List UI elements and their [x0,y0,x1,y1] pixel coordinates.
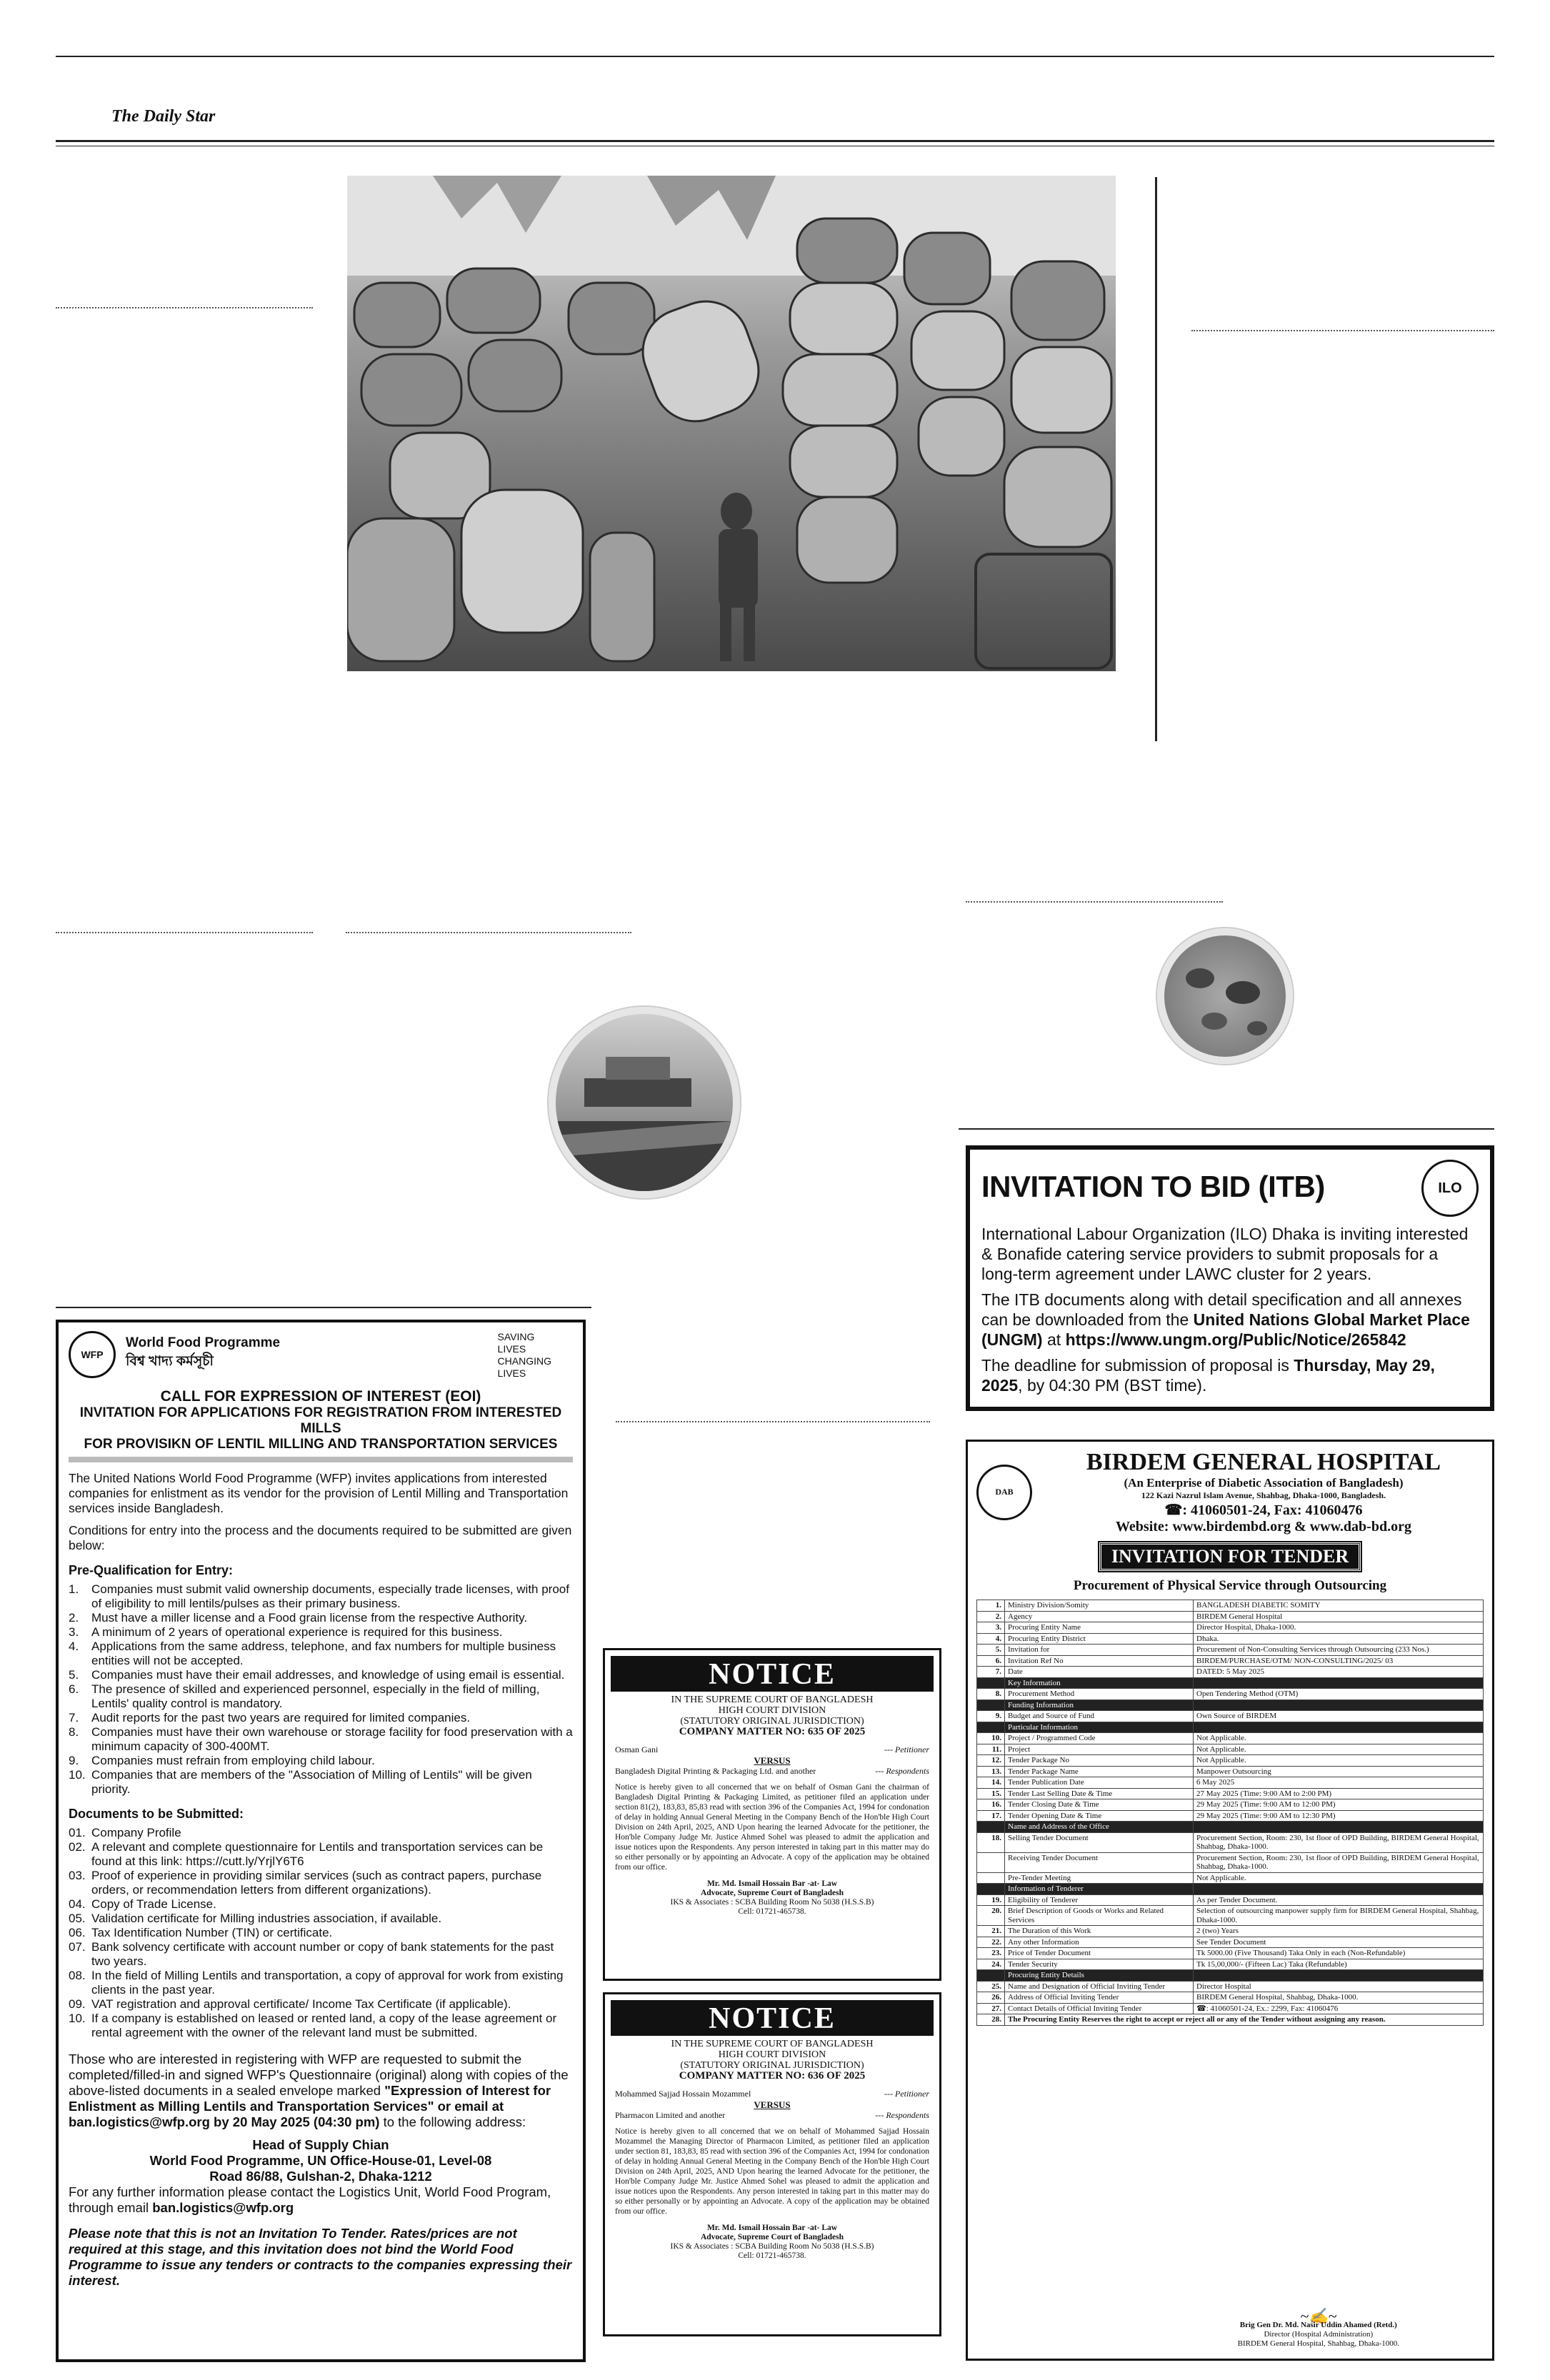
tender-subtitle: Procurement of Physical Service through Outsourcing [1073,1578,1387,1593]
row-label: Invitation for [1005,1645,1194,1656]
row-value: BIRDEM General Hospital, Shahbag, Dhaka-1000. [1194,1992,1484,2004]
birdem-tender-ad [966,1440,1494,2361]
section-rule [959,1128,1494,1130]
row-number [977,1884,1005,1895]
list-item: 7. Audit reports for the past two years are required for limited companies. [69,1711,471,1724]
row-label: Procuring Entity District [1005,1633,1194,1645]
birdem-web: Website: www.birdembd.org & www.dab-bd.org [1116,1519,1411,1535]
itb-para-3: The deadline for submission of proposal is Thursday, May 29, 2025, by 04:30 PM (BST time). [981,1356,1435,1395]
row-label: Project / Programmed Code [1005,1733,1194,1744]
table-row [977,1937,1484,1948]
row-label: Invitation Ref No [1005,1655,1194,1667]
petitioner-label: --- Petitioner [884,1744,929,1754]
row-label: Name and Address of the Office [1005,1822,1194,1833]
table-row [977,1948,1484,1959]
list-item: 10. Companies that are members of the "Association of Milling of Lentils" will be given priority. [69,1768,532,1796]
row-value: 27 May 2025 (Time: 9:00 AM to 2:00 PM) [1194,1788,1484,1799]
tender-banner: INVITATION FOR TENDER [1099,1542,1361,1571]
row-number: 10. [977,1733,1005,1744]
ilo-itb-ad [966,1145,1494,1411]
wfp-org-en: World Food Programme [126,1335,281,1350]
court-name: IN THE SUPREME COURT OF BANGLADESH [671,1694,874,1705]
row-label: Particular Information [1005,1722,1194,1733]
wfp-intro: The United Nations World Food Programme (WFP) invites applications from interested companies for enlistment as its vendor for the provision of Lentil Milling and Transportation services inside Bangladesh. [69,1471,569,1515]
table-row [977,1926,1484,1937]
row-label: Procuring Entity Name [1005,1622,1194,1634]
list-item: 08. In the field of Milling Lentils and transportation, a copy of approval for work from existing clients in the past year. [69,1969,564,1997]
row-number: 12. [977,1755,1005,1767]
birdem-signature: ~✍~ Brig Gen Dr. Md. Nasir Uddin Ahamed (Retd.) Director (Hospital Administration) BIRDEM General Hospital, Shahbag, Dhaka-1000. [1237,2307,1399,2348]
respondent-name: Bangladesh Digital Printing & Packaging Ltd. and another [615,1766,816,1776]
table-section-row [977,1722,1484,1733]
court-division: HIGH COURT DIVISION [718,1705,826,1716]
list-item: 1. Companies must submit valid ownership documents, especially trade licenses, with proof of eligibility to mill lentils/pulses as their primary business. [69,1582,569,1610]
table-section-row [977,1822,1484,1833]
list-item: 05. Validation certificate for Milling industries association, if available. [69,1912,442,1925]
row-value [1194,1884,1484,1895]
company-matter: COMPANY MATTER NO: 635 OF 2025 [679,1726,866,1737]
row-value: Not Applicable. [1194,1733,1484,1744]
table-row [977,1600,1484,1612]
row-value: 2 (two) Years [1194,1926,1484,1937]
row-label: Tender Package Name [1005,1766,1194,1777]
row-value: Procurement Section, Room: 230, 1st floor of OPD Building, BIRDEM General Hospital, Shahbag, Dhaka-1000. [1194,1832,1484,1852]
row-number [977,1970,1005,1982]
row-value: ☎: 41060501-24, Ex.: 2299, Fax: 41060476 [1194,2003,1484,2014]
table-section-row [977,1699,1484,1711]
row-label: Project [1005,1744,1194,1755]
row-number: 5. [977,1645,1005,1656]
row-number: 4. [977,1633,1005,1645]
row-value: Director Hospital, Dhaka-1000. [1194,1622,1484,1634]
row-label: Pre-Tender Meeting [1005,1872,1194,1884]
wfp-logo-icon: WFP [69,1331,116,1378]
list-item: 3. A minimum of 2 years of operational experience is required for this business. [69,1625,503,1639]
table-row [977,1872,1484,1884]
row-number [977,1677,1005,1689]
wfp-title-3: FOR PROVISIKN OF LENTIL MILLING AND TRANSPORTATION SERVICES [84,1437,558,1452]
row-value: BANGLADESH DIABETIC SOMITY [1194,1600,1484,1612]
notice-signature: Mr. Md. Ismail Hossain Bar -at- Law Advocate, Supreme Court of Bangladesh IKS & Associates : SCBA Building Room No 5038 (H.S.S.B) Cell: 01721-465738. [670,2224,874,2260]
vertical-rule [1155,177,1157,741]
wfp-email-link[interactable]: ban.logistics@wfp.org [152,2200,294,2215]
list-item: 03. Proof of experience in providing similar services (such as contract papers, purchase orders, or recommendation letters from different organizations). [69,1869,542,1897]
list-item: 10. If a company is established on leased or rented land, a copy of the lease agreement or rental agreement with the owner of the relevant land must be submitted. [69,2012,557,2039]
row-label: Procurement Method [1005,1689,1194,1700]
table-row [977,1622,1484,1634]
row-value: Dhaka. [1194,1633,1484,1645]
row-label: Information of Tenderer [1005,1884,1194,1895]
row-number [977,1699,1005,1711]
wfp-docs-heading: Documents to be Submitted: [69,1807,244,1821]
row-number: 13. [977,1766,1005,1777]
column-divider [966,901,1223,903]
table-row [977,1852,1484,1872]
masthead-rule [56,140,1494,142]
row-label: Date [1005,1667,1194,1678]
row-value: As per Tender Document. [1194,1894,1484,1906]
wfp-submit: Those who are interested in registering with WFP are requested to submit the completed/filled-in and signed WFP's Questionnaire (original) along with copies of the above-listed documents in a sealed envelope marked "Expression of Interest for Enlistment as Milling Lentils and Transportation Services" or email at ban.logistics@wfp.org by 20 May 2025 (04:30 pm) to the following address: [69,2052,569,2129]
row-label: The Duration of this Work [1005,1926,1194,1937]
row-label: Selling Tender Document [1005,1832,1194,1852]
wfp-docs-list [69,1826,573,2040]
row-number: 17. [977,1810,1005,1822]
row-value: Manpower Outsourcing [1194,1766,1484,1777]
notice-banner: NOTICE [611,2000,934,2036]
respondent-label: --- Respondents [875,2110,929,2120]
row-label: Agency [1005,1611,1194,1622]
list-item: 07. Bank solvency certificate with account number or copy of bank statements for the past two years. [69,1940,554,1968]
row-label: Key Information [1005,1677,1194,1689]
row-label: Tender Opening Date & Time [1005,1810,1194,1822]
table-row [977,1981,1484,1992]
row-number [977,1852,1005,1872]
row-label: Price of Tender Document [1005,1948,1194,1959]
row-label: Eligibility of Tenderer [1005,1894,1194,1906]
versus-label: VERSUS [754,1755,791,1766]
row-label: The Procuring Entity Reserves the right to accept or reject all or any of the Tender without assigning any reason. [1005,2014,1484,2026]
list-item: 9. Companies must refrain from employing child labour. [69,1754,375,1767]
notice-signature: Mr. Md. Ismail Hossain Bar -at- Law Advocate, Supreme Court of Bangladesh IKS & Associates : SCBA Building Room No 5038 (H.S.S.B) Cell: 01721-465738. [670,1879,874,1916]
rocks-icon [1164,935,1286,1057]
column-divider [56,307,313,308]
wfp-note: Please note that this is not an Invitation To Tender. Rates/prices are not required at this stage, and this invitation does not bind the World Food Programme to issue any tenders or contracts to the companies expressing their interest. [69,2226,572,2288]
list-item: 04. Copy of Trade License. [69,1897,216,1911]
row-label: Tender Closing Date & Time [1005,1799,1194,1811]
versus-label: VERSUS [754,2099,791,2110]
row-label: Tender Publication Date [1005,1777,1194,1789]
row-value: Procurement of Non-Consulting Services through Outsourcing (233 Nos.) [1194,1645,1484,1656]
ungm-link[interactable]: https://www.ungm.org/Public/Notice/265842 [1065,1330,1406,1349]
row-value: Procurement Section, Room: 230, 1st floor of OPD Building, BIRDEM General Hospital, Shahbag, Dhaka-1000. [1194,1852,1484,1872]
row-number: 15. [977,1788,1005,1799]
top-rule [56,56,1494,57]
row-label: Address of Official Inviting Tender [1005,1992,1194,2004]
row-number: 11. [977,1744,1005,1755]
table-row [977,1611,1484,1622]
table-row [977,1894,1484,1906]
respondent-label: --- Respondents [875,1766,929,1776]
row-label: Receiving Tender Document [1005,1852,1194,1872]
wfp-preq-list [69,1582,573,1797]
table-row [977,1959,1484,1970]
itb-para-1: International Labour Organization (ILO) Dhaka is inviting interested & Bonafide catering service providers to submit proposals for a long-term agreement under LAWC cluster for 2 years. [981,1225,1469,1283]
row-value [1194,1822,1484,1833]
row-value: DATED: 5 May 2025 [1194,1667,1484,1678]
row-number: 19. [977,1894,1005,1906]
row-value: Selection of outsourcing manpower supply firm for BIRDEM General Hospital, Shahbag, Dhaka-1000. [1194,1906,1484,1926]
table-row [977,1733,1484,1744]
itb-title: INVITATION TO BID (ITB) [981,1170,1325,1203]
notice-banner: NOTICE [611,1656,934,1692]
table-row [977,1788,1484,1799]
row-label: Funding Information [1005,1699,1194,1711]
row-number: 1. [977,1600,1005,1612]
row-label: Procuring Entity Details [1005,1970,1194,1982]
petitioner-name: Mohammed Sajjad Hossain Mozammel [615,2089,751,2099]
birdem-name: BIRDEM GENERAL HOSPITAL [1086,1449,1441,1475]
list-item: 6. The presence of skilled and experienced personnel, especially in the field of milling, Lentils' quality control is mandatory. [69,1682,540,1710]
row-value: 29 May 2025 (Time: 9:00 AM to 12:00 PM) [1194,1799,1484,1811]
row-number: 23. [977,1948,1005,1959]
table-row [977,1777,1484,1789]
wfp-title-bar [69,1457,573,1462]
row-value: 6 May 2025 [1194,1777,1484,1789]
petitioner-name: Osman Gani [615,1744,659,1754]
row-label: Tender Package No [1005,1755,1194,1767]
row-value [1194,1722,1484,1733]
table-row [977,1766,1484,1777]
plastic-drums-photo [347,176,1116,671]
respondent-name: Pharmacon Limited and another [615,2110,726,2120]
row-number: 9. [977,1711,1005,1722]
table-row [977,1832,1484,1852]
court-jurisdiction: (STATUTORY ORIGINAL JURISDICTION) [680,2060,864,2071]
wfp-preq-heading: Pre-Qualification for Entry: [69,1563,234,1577]
row-value: Open Tendering Method (OTM) [1194,1689,1484,1700]
row-value: Not Applicable. [1194,1755,1484,1767]
list-item: 02. A relevant and complete questionnaire for Lentils and transportation services can be found at this link: https://cutt.ly/YrjlY6T6 [69,1840,544,1868]
table-row [977,1689,1484,1700]
table-row [977,1711,1484,1722]
row-label: Brief Description of Goods or Works and Related Services [1005,1906,1194,1926]
row-number: 3. [977,1622,1005,1634]
table-section-row [977,1677,1484,1689]
row-value: Tk 5000.00 (Five Thousand) Taka Only in each (Non-Refundable) [1194,1948,1484,1959]
column-divider [616,1421,930,1422]
rocks-thumbnail[interactable] [1157,928,1293,1064]
row-number: 20. [977,1906,1005,1926]
row-value: Tk 15,00,000/- (Fifteen Lac) Taka (Refundable) [1194,1959,1484,1970]
list-item: 4. Applications from the same address, telephone, and fax numbers for multiple business entities will not be accepted. [69,1640,556,1667]
row-value: BIRDEM/PURCHASE/OTM/ NON-CONSULTING/2025/ 03 [1194,1655,1484,1667]
row-number: 21. [977,1926,1005,1937]
table-row [977,2014,1484,2026]
table-row [977,1744,1484,1755]
row-value: Not Applicable. [1194,1872,1484,1884]
itb-para-2: The ITB documents along with detail specification and all annexes can be downloaded from the United Nations Global Market Place (UNGM) at https://www.ungm.org/Public/Notice/265842 [981,1290,1470,1349]
row-label: Contact Details of Official Inviting Tender [1005,2003,1194,2014]
row-number: 28. [977,2014,1005,2026]
court-jurisdiction: (STATUTORY ORIGINAL JURISDICTION) [680,1716,864,1727]
row-value [1194,1970,1484,1982]
wfp-further: For any further information please contact the Logistics Unit, World Food Program, through email ban.logistics@wfp.org [69,2184,551,2215]
table-row [977,1799,1484,1811]
company-matter: COMPANY MATTER NO: 636 OF 2025 [679,2070,866,2082]
row-number: 7. [977,1667,1005,1678]
row-number: 2. [977,1611,1005,1622]
column-divider [56,932,313,933]
row-number: 8. [977,1689,1005,1700]
row-number: 27. [977,2003,1005,2014]
table-row [977,1755,1484,1767]
row-value: 29 May 2025 (Time: 9:00 AM to 12:30 PM) [1194,1810,1484,1822]
list-item: 01. Company Profile [69,1826,181,1839]
row-value: Own Source of BIRDEM [1194,1711,1484,1722]
court-notice-636 [603,1992,941,2336]
table-row [977,1645,1484,1656]
table-row [977,1992,1484,2004]
column-divider [346,932,631,933]
row-value: Director Hospital [1194,1981,1484,1992]
wfp-slogan: SAVING LIVES CHANGING LIVES [497,1331,551,1379]
row-number [977,1722,1005,1733]
table-row [977,1906,1484,1926]
row-number [977,1822,1005,1833]
table-section-row [977,1970,1484,1982]
table-section-row [977,1884,1484,1895]
row-number: 18. [977,1832,1005,1852]
row-value [1194,1699,1484,1711]
row-label: Tender Last Selling Date & Time [1005,1788,1194,1799]
boat-icon [556,1014,733,1191]
wfp-org-bn: বিশ্ব খাদ্য কর্মসূচী [126,1354,214,1369]
table-row [977,2003,1484,2014]
list-item: 5. Companies must have their email addresses, and knowledge of using email is essential. [69,1668,565,1682]
wfp-title-1: CALL FOR EXPRESSION OF INTEREST (EOI) [160,1388,481,1405]
row-label: Name and Designation of Official Inviting Tender [1005,1981,1194,1992]
row-value: See Tender Document [1194,1937,1484,1948]
notice-body: Notice is hereby given to all concerned that we on behalf of Mohammed Sajjad Hossain Mozammel the Managing Director of Pharmacon Limited, as petitioner filed an application under section 81, 183,83, 85 read with section 396 of the Companies Act, 1994 for condonation of delay in holding Annual General Meeting in the Company Bench of the Hon'ble High Court Division on 24th April, 2025, AND Upon hearing the learned Advocate for the petitioner, the Hon'ble Company Judge Mr. Justice Ahmed Sohel was pleased to admit the application and issue notices upon the Respondents. Any person interested in taking part in this matter may do so either personally or by appointing an Advocate. A copy of the application may be obtained from our office. [615,2127,929,2216]
row-number [977,1872,1005,1884]
list-item: 06. Tax Identification Number (TIN) or certificate. [69,1926,333,1939]
column-divider [1191,330,1494,331]
court-name: IN THE SUPREME COURT OF BANGLADESH [671,2039,874,2049]
row-value: Not Applicable. [1194,1744,1484,1755]
wfp-title-2: INVITATION FOR APPLICATIONS FOR REGISTRATION FROM INTERESTED MILLS [79,1405,562,1436]
petitioner-label: --- Petitioner [884,2089,929,2099]
wfp-address: Head of Supply Chian World Food Programme, UN Office-House-01, Level-08 Road 86/88, Gulshan-2, Dhaka-1212 [149,2137,492,2184]
row-number: 25. [977,1981,1005,1992]
birdem-sub: (An Enterprise of Diabetic Association of Bangladesh) [1124,1476,1404,1490]
section-rule [56,1307,591,1308]
row-number: 6. [977,1655,1005,1667]
boat-thumbnail[interactable] [549,1007,740,1198]
row-value [1194,1677,1484,1689]
tender-table [976,1600,1484,2026]
row-label: Budget and Source of Fund [1005,1711,1194,1722]
masthead-logo: The Daily Star [111,107,216,126]
table-row [977,1655,1484,1667]
row-label: Ministry Division/Somity [1005,1600,1194,1612]
row-label: Tender Security [1005,1959,1194,1970]
table-row [977,1810,1484,1822]
row-value: BIRDEM General Hospital [1194,1611,1484,1622]
ilo-logo-icon: ILO [1421,1160,1479,1217]
wfp-conditions: Conditions for entry into the process and the documents required to be submitted are given below: [69,1523,572,1552]
wfp-eoi-ad [56,1320,586,2362]
birdem-phone: ☎: 41060501-24, Fax: 41060476 [1164,1502,1363,1518]
list-item: 8. Companies must have their own warehouse or storage facility for food preservation with a minimum capacity of 300-400MT. [69,1725,573,1753]
row-number: 26. [977,1992,1005,2004]
table-row [977,1667,1484,1678]
signature-mark: ~✍~ [1300,2307,1337,2325]
list-item: 2. Must have a miller license and a Food grain license from the respective Authority. [69,1611,528,1625]
birdem-address: 122 Kazi Nazrul Islam Avenue, Shahbag, Dhaka-1000, Bangladesh. [1141,1490,1386,1500]
table-row [977,1633,1484,1645]
drums-illustration [347,176,1116,671]
court-division: HIGH COURT DIVISION [718,2049,826,2060]
row-number: 24. [977,1959,1005,1970]
court-notice-635 [603,1648,941,1981]
notice-body: Notice is hereby given to all concerned that we on behalf of Osman Gani the chairman of Bangladesh Digital Printing & Packaging Limited, as petitioner filed an application under section 81(2), 183,83, 85,83 read with section 396 of the Companies Act, 1994 for condonation of delay in holding Annual General Meeting in the Company Bench of the Hon'ble High Court Division on 24th April, 2025, AND Upon hearing the learned Advocate for the petitioner, the Hon'ble Company Judge Mr. Justice Ahmed Sohel was pleased to admit the application and issue notices upon the Respondents. Any person interested in taking part in this matter may do so either personally or by appointing an Advocate. A copy of the application may be obtained from our office. [615,1783,929,1872]
dab-logo-icon: DAB [976,1465,1032,1520]
row-number: 14. [977,1777,1005,1789]
list-item: 09. VAT registration and approval certificate/ Income Tax Certificate (if applicable). [69,1997,511,2011]
row-label: Any other Information [1005,1937,1194,1948]
row-number: 16. [977,1799,1005,1811]
row-number: 22. [977,1937,1005,1948]
